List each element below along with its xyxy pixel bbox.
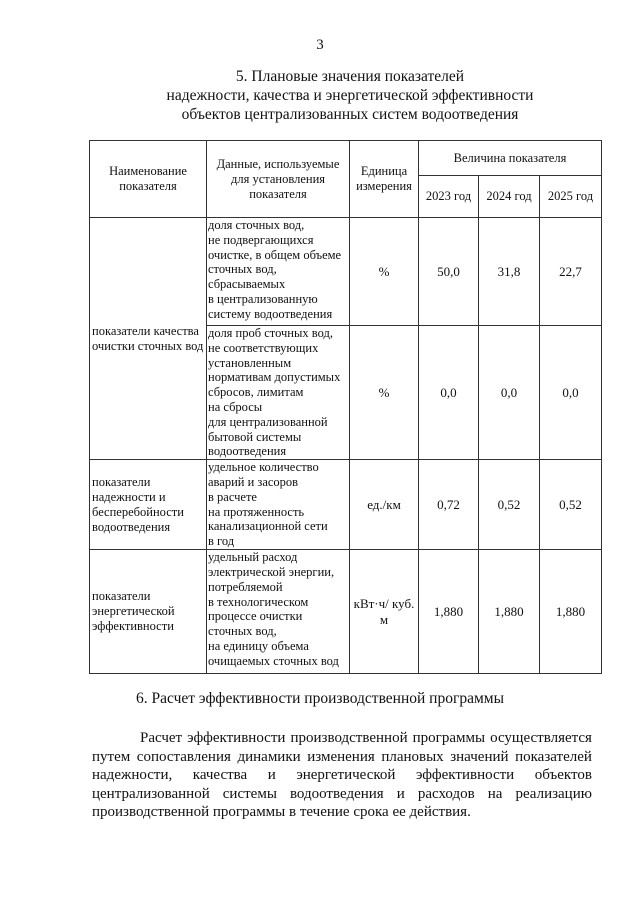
paragraph-line (92, 766, 592, 785)
data-line: не соответствующих (208, 340, 319, 355)
data-line: для централизованной (208, 414, 328, 429)
data-line: в расчете (208, 489, 257, 504)
paragraph-word: изменения (307, 748, 375, 765)
table-row (90, 460, 602, 550)
header-value: Величина показателя (419, 141, 602, 176)
data-line: нормативам допустимых (208, 370, 341, 385)
paragraph-word: эффективности (415, 767, 515, 784)
paragraph-line (92, 748, 592, 767)
indicator-unit: % (350, 326, 419, 460)
paragraph-word: путем (92, 748, 131, 765)
value-cell: 0,0 (479, 326, 540, 460)
data-line: сточных вод, (208, 624, 277, 639)
value-cell: 1,880 (540, 550, 602, 674)
data-line: аварий и засоров (208, 474, 299, 489)
paragraph-word: плановых (381, 748, 444, 765)
data-line: на сбросы (208, 399, 263, 414)
data-line: систему водоотведения (208, 306, 333, 321)
header-year: 2023 год (419, 176, 479, 218)
indicator-data (207, 550, 350, 674)
header-data: Данные, используемые для установления показателя (207, 141, 350, 218)
paragraph-word: централизованной (92, 785, 210, 802)
value-cell: 0,52 (479, 460, 540, 550)
data-line: сточных вод, (208, 262, 277, 277)
header-year: 2025 год (540, 176, 602, 218)
data-line: в год (208, 534, 235, 549)
value-cell: 50,0 (419, 218, 479, 326)
paragraph-word: эффективности (187, 730, 286, 746)
paragraph-word: на (487, 785, 503, 802)
value-cell: 31,8 (479, 218, 540, 326)
table-row (90, 218, 602, 326)
paragraph-line (92, 785, 592, 804)
value-cell: 22,7 (540, 218, 602, 326)
data-line: очищаемых сточных вод (208, 653, 339, 668)
data-line: водоотведения (208, 444, 287, 459)
section-6-heading: 6. Расчет эффективности производственной программы (136, 690, 504, 707)
value-cell: 0,72 (419, 460, 479, 550)
header-unit: Единица измерения (350, 141, 419, 218)
indicator-name: показатели надежности и бесперебойности водоотведения (90, 460, 207, 550)
paragraph-word: реализацию (515, 785, 592, 802)
data-line: удельный расход (208, 550, 298, 565)
paragraph-word: расходов (417, 785, 475, 802)
paragraph-word: энергетической (296, 767, 396, 784)
paragraph-word: системы (222, 785, 277, 802)
paragraph-word: значений (450, 748, 509, 765)
paragraph-word: водоотведения (289, 785, 384, 802)
paragraph-word: и (396, 785, 405, 802)
data-line: процессе очистки (208, 609, 303, 624)
value-cell: 1,880 (419, 550, 479, 674)
page-number: 3 (316, 37, 324, 53)
data-line: бытовой системы (208, 429, 302, 444)
data-line: электрической энергии, (208, 564, 335, 579)
title-line: надежности, качества и энергетической эффективности (166, 87, 534, 104)
paragraph-word: и (267, 767, 276, 784)
paragraph-word: показателей (515, 748, 592, 765)
data-line: в централизованную (208, 291, 318, 306)
data-line: потребляемой (208, 579, 283, 594)
section-5-title (60, 67, 640, 124)
value-cell: 0,0 (419, 326, 479, 460)
header-year: 2024 год (479, 176, 540, 218)
indicator-data (207, 326, 350, 460)
data-line: в технологическом (208, 594, 309, 609)
data-line: канализационной сети (208, 519, 328, 534)
data-line: удельное количество (208, 460, 319, 475)
value-cell: 1,880 (479, 550, 540, 674)
indicator-data (207, 218, 350, 326)
table-header-row (90, 141, 602, 176)
value-cell: 0,0 (540, 326, 602, 460)
indicator-unit: % (350, 218, 419, 326)
data-line: на единицу объема (208, 638, 309, 653)
data-line: на протяженность (208, 504, 305, 519)
table-row (90, 550, 602, 674)
indicator-unit: кВт·ч/ куб. м (350, 550, 419, 674)
data-line: доля проб сточных вод, (208, 326, 333, 340)
paragraph-line: производственной программы в течение срока ее действия. (92, 804, 471, 821)
indicator-unit: ед./км (350, 460, 419, 550)
paragraph-word: динамики (237, 748, 301, 765)
paragraph-word: надежности, (92, 767, 173, 784)
indicator-name: показатели энергетической эффективности (90, 550, 207, 674)
indicator-name: показатели качества очистки сточных вод (90, 218, 207, 460)
title-line: 5. Плановые значения показателей (235, 68, 465, 85)
indicator-data (207, 460, 350, 550)
value-cell: 0,52 (540, 460, 602, 550)
indicators-table (89, 140, 602, 674)
title-line: объектов централизованных систем водоотведения (181, 106, 519, 123)
data-line: сбрасываемых (208, 277, 286, 292)
data-line: очистке, в общем объеме (208, 247, 342, 262)
section-6-paragraph (92, 729, 592, 822)
paragraph-word: объектов (534, 767, 592, 784)
paragraph-word: осуществляется (490, 730, 592, 746)
data-line: сбросов, лимитам (208, 385, 304, 400)
data-line: не подвергающихся (208, 232, 314, 247)
paragraph-word: производственной (290, 730, 408, 746)
header-name: Наименование показателя (90, 141, 207, 218)
paragraph-word: Расчет (140, 730, 183, 746)
paragraph-word: сопоставления (136, 748, 231, 765)
paragraph-line (92, 729, 592, 748)
paragraph-word: качества (192, 767, 248, 784)
data-line: доля сточных вод, (208, 218, 305, 232)
data-line: установленным (208, 355, 292, 370)
paragraph-word: программы (412, 730, 486, 746)
